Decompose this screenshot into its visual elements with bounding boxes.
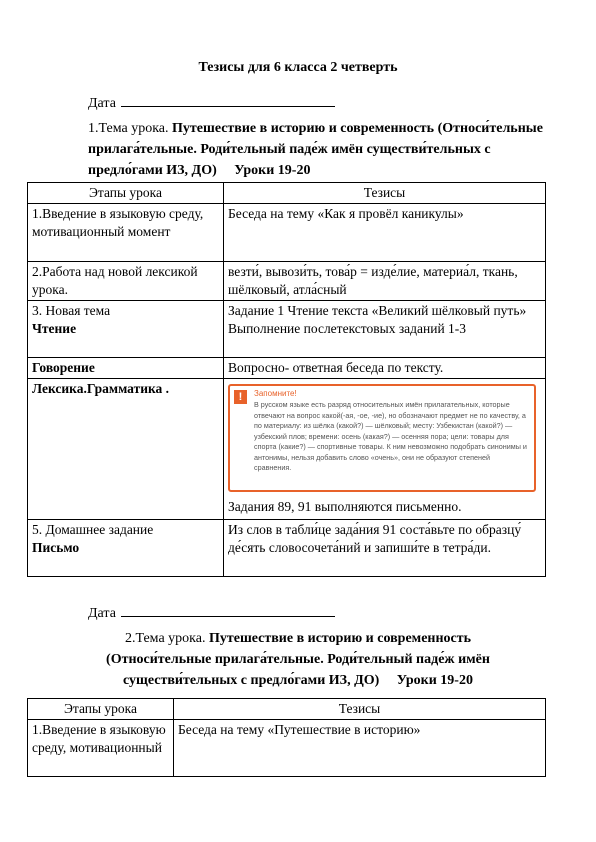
table1-r5-thesis: Задания 89, 91 выполняются письменно. [228,499,462,514]
lesson1-topic [88,118,558,181]
lesson1-table [27,182,546,577]
table2-header-stage: Этапы урока [28,699,174,720]
note-text: В русском языке есть разряд относительных имён прилагательных, которые отвечают на вопрос какой(-ая, -ое, -ие), но обозначают предмет не по качеству, а по материалу: из шёлка (какой?) — шёлковый; месту: Узбекистан (какой?) — узбекский плов; времени: осень (какая?) — осенняя пора; цели: товары для спорта (какие?) — спортивные товары. К ним невозможно подобрать синонимы и антонимы, нельзя добавить слово «очень», они не образуют степеней сравнения. [254,400,527,472]
lesson2-topic [0,628,596,691]
table1-header-stage: Этапы урока [28,183,224,204]
lesson2-topic-text: Путешествие в историю и современность (Относи́тельные прилага́тельные. Роди́тельный паде́ж имён существи́тельных с предло́гами ИЗ, ДО) [106,631,490,688]
table1-r4-stage [28,358,224,379]
table2-header-thesis: Тезисы [174,699,546,720]
table2-r1-thesis: Беседа на тему «Путешествие в историю» [174,720,546,777]
date-line-1 [88,94,335,112]
lesson1-prefix: 1.Тема урока. [88,121,173,136]
table1-r3-thesis: Задание 1 Чтение текста «Великий шёлковый путь» Выполнение послетекстовых заданий 1-3 [224,301,546,358]
lesson2-prefix: 2.Тема урока. [124,631,209,646]
table1-r6-stage-title: 5. Домашнее задание [32,522,154,537]
date-label-2: Дата [88,606,116,621]
table1-r3-stage [28,301,224,358]
date-line-2 [88,604,335,622]
table1-r1-stage: 1.Введение в языковую среду, мотивационный момент [28,204,224,262]
table1-r1-thesis: Беседа на тему «Как я провёл каникулы» [224,204,546,262]
exclamation-icon: ! [234,390,247,404]
table1-r3-stage-bold: Чтение [32,321,77,336]
table1-r6-stage-bold: Письмо [32,540,80,555]
table1-r2-stage: 2.Работа над новой лексикой урока. [28,262,224,301]
lesson1-lessons: Уроки 19-20 [234,163,311,178]
table1-r3-stage-title: 3. Новая тема [32,303,111,318]
date-label: Дата [88,96,116,111]
table1-r4-thesis: Вопросно- ответная беседа по тексту. [224,358,546,379]
table1-header-thesis: Тезисы [224,183,546,204]
note-heading: Запомните! [254,389,297,398]
lesson2-table [27,698,546,777]
table2-r1-stage: 1.Введение в языковую среду, мотивационный [28,720,174,777]
page-title: Тезисы для 6 класса 2 четверть [198,60,398,75]
lesson1-topic-text: Путешествие в историю и современность (Относи́тельные прилага́тельные. Роди́тельный паде́ж имён существи́тельных с предло́гами ИЗ, ДО) [88,121,543,178]
rule-note-box [228,384,536,492]
table1-r5-stage [28,379,224,520]
lesson2-lessons: Уроки 19-20 [396,673,473,688]
date-blank-2 [121,604,335,617]
table1-r2-thesis: везти́, вывози́ть, това́р = изде́лие, материа́л, ткань, шёлковый, атла́сный [224,262,546,301]
table1-r6-stage [28,520,224,577]
table1-r5-thesis-cell [224,379,546,520]
table1-r4-stage-bold: Говорение [32,360,95,375]
table1-r5-stage-bold: Лексика.Грамматика . [32,381,170,396]
table1-r6-thesis: Из слов в табли́це зада́ния 91 соста́вьте по образцу́ де́сять словосочета́ний и запиши́те в тетра́ди. [224,520,546,577]
date-blank [121,94,335,107]
